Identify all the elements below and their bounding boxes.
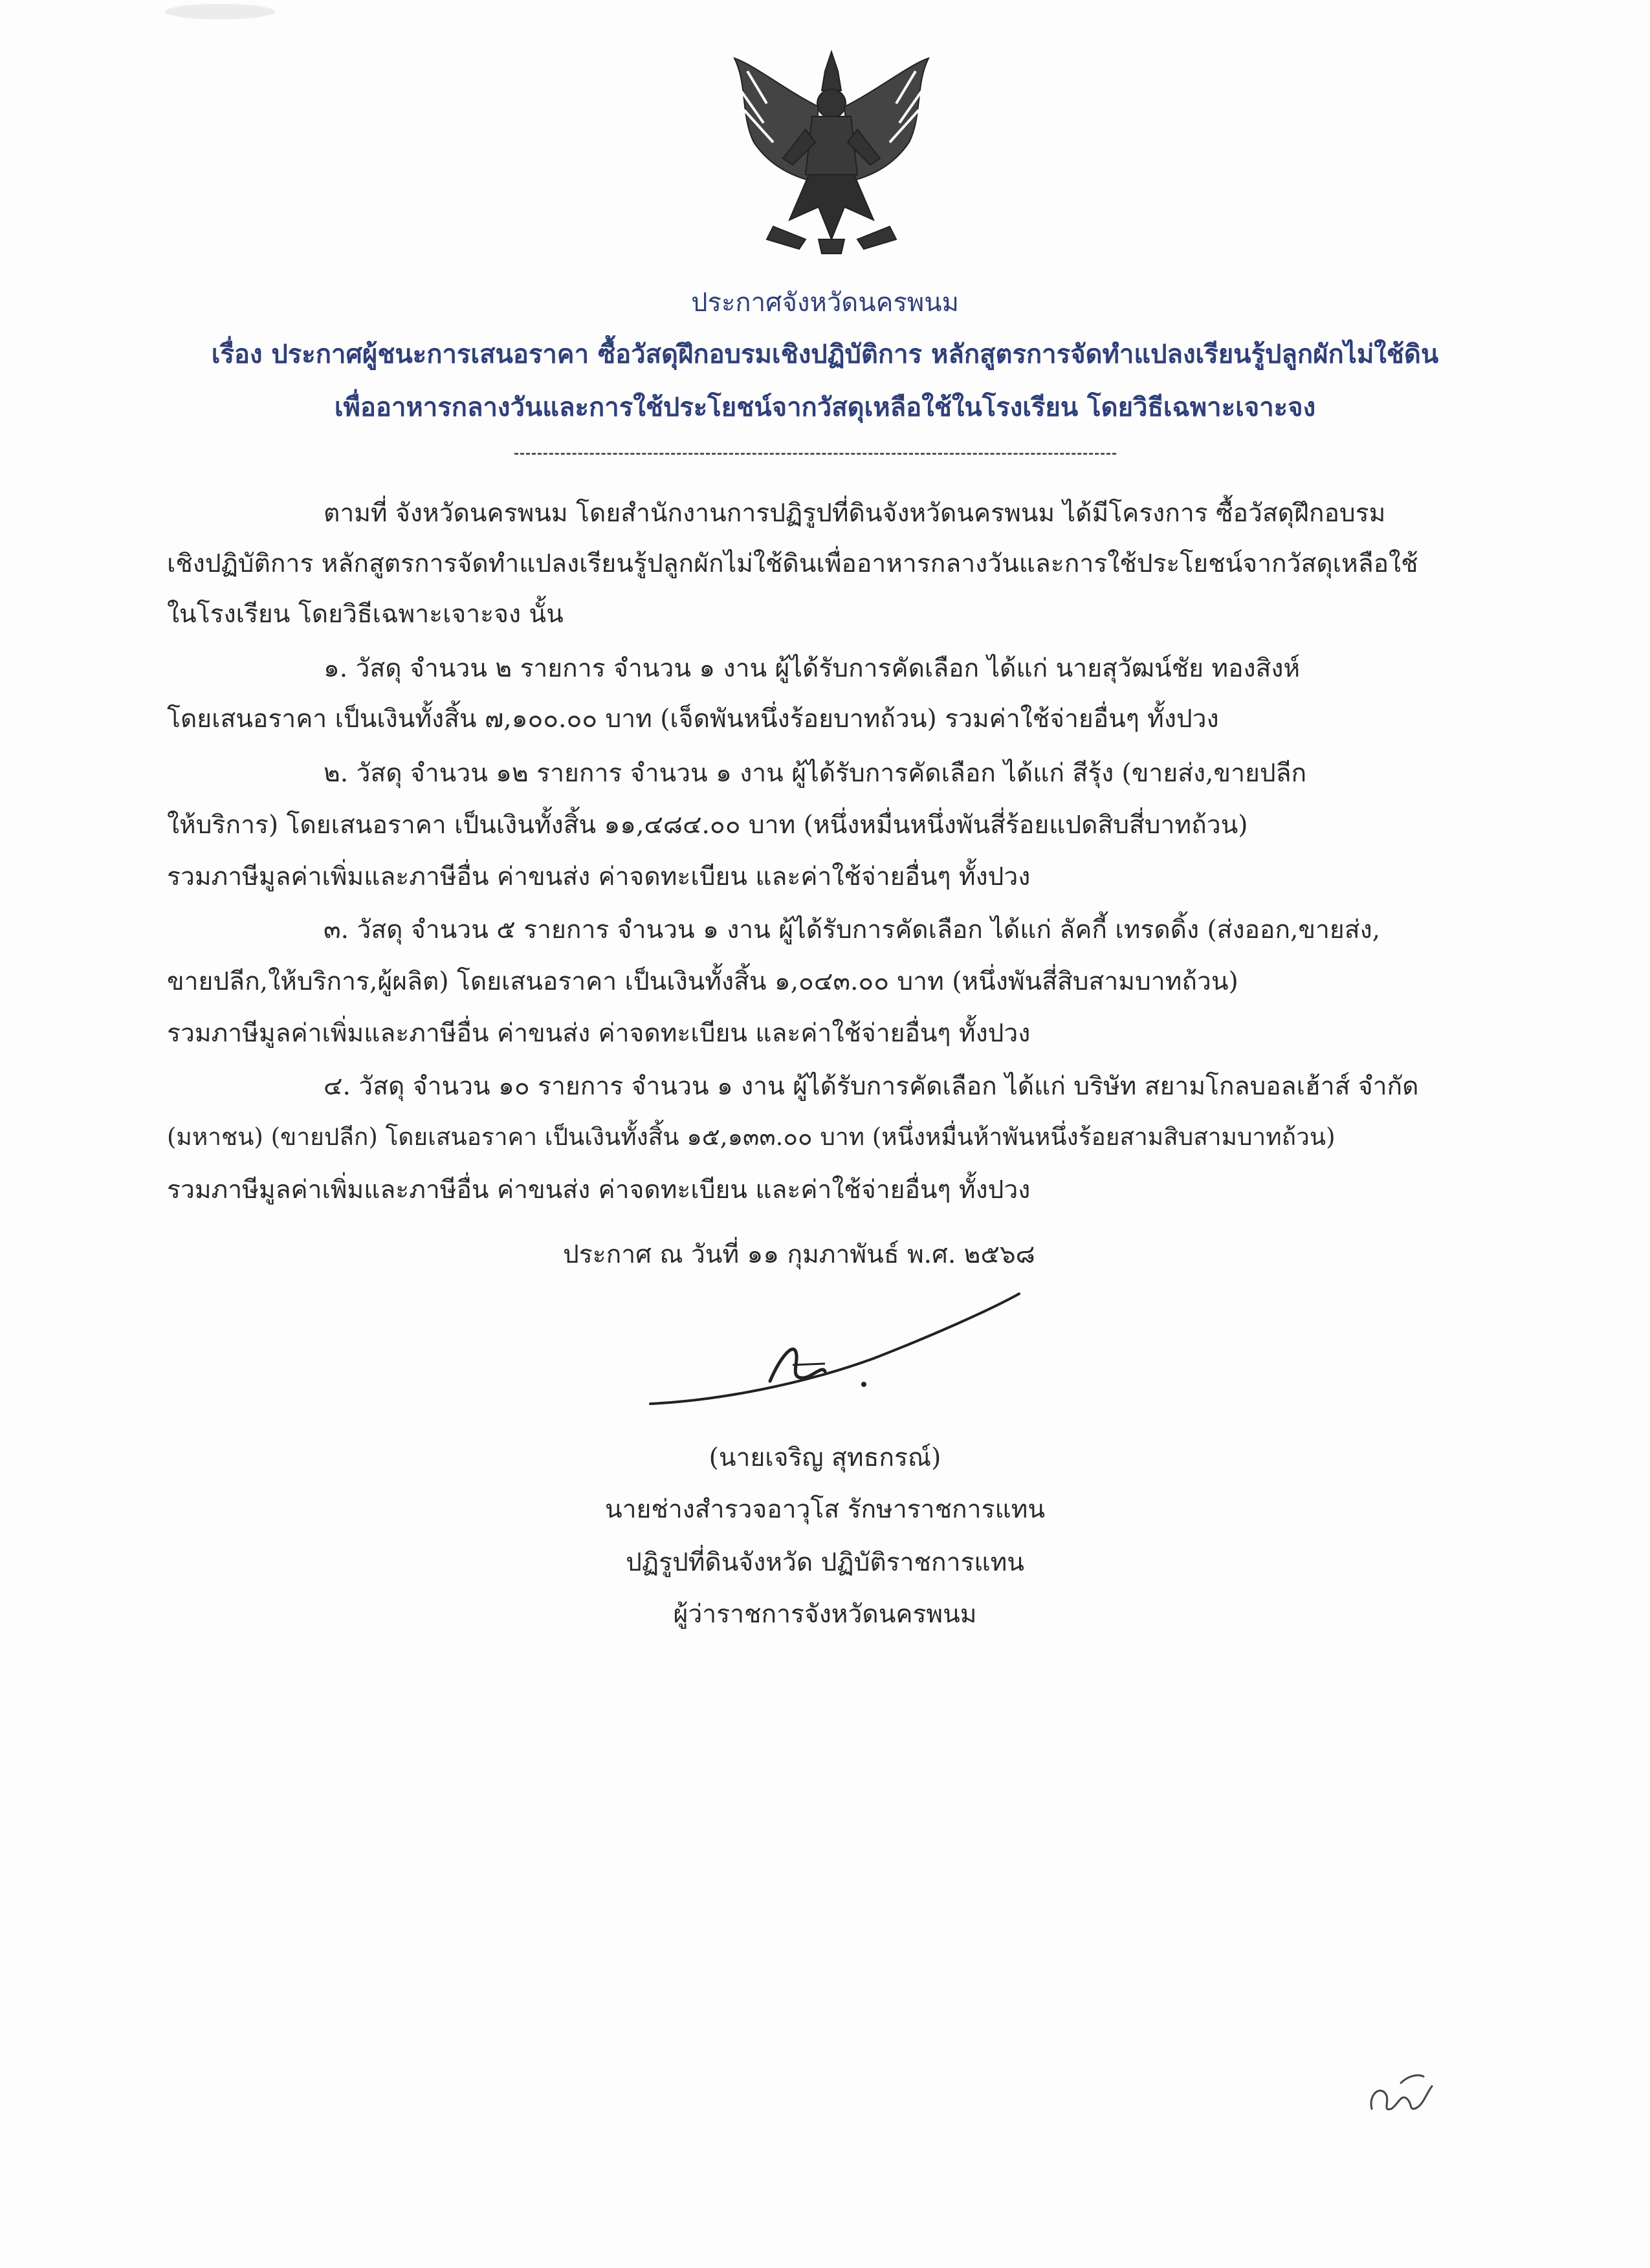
item1-line-1: ๑. วัสดุ จำนวน ๒ รายการ จำนวน ๑ งาน ผู้ได้รับการคัดเลือก ได้แก่ นายสุวัฒน์ชัย ทองสิงห์ bbox=[324, 654, 1301, 683]
garuda-emblem-icon bbox=[728, 45, 935, 256]
announcement-date: ประกาศ ณ วันที่ ๑๑ กุมภาพันธ์ พ.ศ. ๒๕๖๘ bbox=[563, 1240, 1035, 1269]
subject-line-1: เรื่อง ประกาศผู้ชนะการเสนอราคา ซื้อวัสดุฝึกอบรมเชิงปฏิบัติการ หลักสูตรการจัดทำแปลงเรียนรู้ปลูกผักไม่ใช้ดิน bbox=[211, 339, 1439, 369]
item4-line-1: ๔. วัสดุ จำนวน ๑๐ รายการ จำนวน ๑ งาน ผู้ได้รับการคัดเลือก ได้แก่ บริษัท สยามโกลบอลเฮ้าส์ จำกัด bbox=[324, 1072, 1419, 1101]
scan-smudge bbox=[162, 0, 278, 26]
item4-line-3: รวมภาษีมูลค่าเพิ่มและภาษีอื่น ค่าขนส่ง ค่าจดทะเบียน และค่าใช้จ่ายอื่นๆ ทั้งปวง bbox=[167, 1175, 1031, 1205]
subject-line-2: เพื่ออาหารกลางวันและการใช้ประโยชน์จากวัสดุเหลือใช้ในโรงเรียน โดยวิธีเฉพาะเจาะจง bbox=[334, 392, 1316, 422]
page-title: ประกาศจังหวัดนครพนม bbox=[691, 288, 959, 318]
item3-line-3: รวมภาษีมูลค่าเพิ่มและภาษีอื่น ค่าขนส่ง ค่าจดทะเบียน และค่าใช้จ่ายอื่นๆ ทั้งปวง bbox=[167, 1019, 1031, 1048]
item2-line-2: ให้บริการ) โดยเสนอราคา เป็นเงินทั้งสิ้น ๑๑,๔๘๔.๐๐ บาท (หนึ่งหมื่นหนึ่งพันสี่ร้อยแปดสิบสี่บาทถ้วน) bbox=[167, 811, 1248, 840]
signer-position-2: ปฏิรูปที่ดินจังหวัด ปฏิบัติราชการแทน bbox=[626, 1548, 1024, 1577]
signer-position-1: นายช่างสำรวจอาวุโส รักษาราชการแทน bbox=[604, 1495, 1046, 1524]
signer-position-3: ผู้ว่าราชการจังหวัดนครพนม bbox=[673, 1600, 977, 1629]
handwritten-note-icon bbox=[1362, 2064, 1440, 2122]
item2-line-1: ๒. วัสดุ จำนวน ๑๒ รายการ จำนวน ๑ งาน ผู้ได้รับการคัดเลือก ได้แก่ สีรุ้ง (ขายส่ง,ขายปลีก bbox=[324, 759, 1307, 788]
item3-line-2: ขายปลีก,ให้บริการ,ผู้ผลิต) โดยเสนอราคา เป็นเงินทั้งสิ้น ๑,๐๔๓.๐๐ บาท (หนึ่งพันสี่สิบสามบาทถ้วน) bbox=[167, 967, 1238, 996]
dashed-divider bbox=[514, 453, 1116, 455]
item1-line-2: โดยเสนอราคา เป็นเงินทั้งสิ้น ๗,๑๐๐.๐๐ บาท (เจ็ดพันหนึ่งร้อยบาทถ้วน) รวมค่าใช้จ่ายอื่นๆ ทั้งปวง bbox=[167, 704, 1219, 734]
item4-line-2: (มหาชน) (ขายปลีก) โดยเสนอราคา เป็นเงินทั้งสิ้น ๑๕,๑๓๓.๐๐ บาท (หนึ่งหมื่นห้าพันหนึ่งร้อยสามสิบสามบาทถ้วน) bbox=[167, 1123, 1336, 1151]
intro-line-2: เชิงปฏิบัติการ หลักสูตรการจัดทำแปลงเรียนรู้ปลูกผักไม่ใช้ดินเพื่ออาหารกลางวันและการใช้ประโยชน์จากวัสดุเหลือใช้ bbox=[167, 549, 1418, 578]
item3-line-1: ๓. วัสดุ จำนวน ๕ รายการ จำนวน ๑ งาน ผู้ได้รับการคัดเลือก ได้แก่ ลัคกี้ เทรดดิ้ง (ส่งออก,ขายส่ง, bbox=[324, 915, 1381, 944]
intro-line-3: ในโรงเรียน โดยวิธีเฉพาะเจาะจง นั้น bbox=[167, 600, 564, 629]
intro-line-1: ตามที่ จังหวัดนครพนม โดยสำนักงานการปฏิรูปที่ดินจังหวัดนครพนม ได้มีโครงการ ซื้อวัสดุฝึกอบรม bbox=[324, 499, 1386, 528]
signer-name: (นายเจริญ สุทธกรณ์) bbox=[709, 1443, 941, 1472]
item2-line-3: รวมภาษีมูลค่าเพิ่มและภาษีอื่น ค่าขนส่ง ค่าจดทะเบียน และค่าใช้จ่ายอื่นๆ ทั้งปวง bbox=[167, 862, 1031, 891]
handwritten-signature-icon bbox=[641, 1281, 1029, 1423]
